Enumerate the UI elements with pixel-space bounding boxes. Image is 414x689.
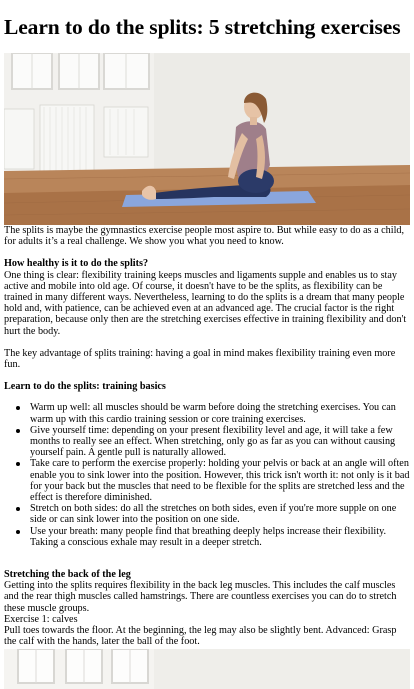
section-paragraph-health: One thing is clear: flexibility training keeps muscles and ligaments supple and enables us to stay active and mobile into old age. Of course, it doesn't have to be the splits, as flexibility can be trained in many different ways. Nevertheless, learning to do the splits is a dream that many people hold and, with patience, can be achieved even at an advanced age. The crucial factor is the right preparation, because only then are the stretching exercises effective in training flexibility and don't hurt the body.: [4, 269, 407, 337]
hero-image: [4, 53, 410, 225]
exercise-image: [4, 649, 410, 689]
section-heading-stretching: Stretching the back of the leg: [4, 569, 131, 581]
list-item: Use your breath: many people find that breathing deeply helps increase their flexibility. Taking a conscious exhale may result in a deeper stretch.: [30, 526, 410, 548]
list-item: Take care to perform the exercise properly: holding your pelvis or back at an angle will often enable you to sink lower into the position. However, this trick isn't worth it: not only is it bad for your back but the muscles that need to be flexible for the splits are stretched less and the effect is therefore diminished.: [30, 458, 410, 504]
article: [4, 0, 410, 648]
section-paragraph-advantage: The key advantage of splits training: having a goal in mind makes flexibility training even more fun.: [4, 347, 396, 371]
page-title: Learn to do the splits: 5 stretching exercises: [4, 15, 401, 39]
list-item: Give yourself time: depending on your present flexibility level and age, it will take a few months to really see an effect. When stretching, only go as far as you can without causing yourself pain. A gentle pull is naturally allowed.: [30, 425, 410, 459]
intro-paragraph: The splits is maybe the gymnastics exercise people most aspire to. But while easy to do as a child, for adults it’s a real challenge. We show you what you need to know.: [4, 225, 405, 248]
section-heading-health: How healthy is it to do the splits?: [4, 258, 149, 270]
training-basics-list: [4, 402, 410, 548]
exercise-label: Exercise 1: calves: [4, 613, 78, 625]
list-item: Warm up well: all muscles should be warm before doing the stretching exercises. You can warm up with this cardio training session or core training exercises.: [30, 402, 410, 424]
section-paragraph-stretching: Getting into the splits requires flexibility in the back leg muscles. This includes the calf muscles and the rear thigh muscles called hamstrings. There are countless exercises you can do to stretch these muscle groups.: [4, 580, 397, 614]
list-item: Stretch on both sides: do all the stretches on both sides, even if you're more supple on one side or can sink lower into the position on one side.: [30, 503, 410, 525]
section-heading-basics: Learn to do the splits: training basics: [4, 381, 166, 393]
exercise-text: Pull toes towards the floor. At the beginning, the leg may also be slightly bent. Advanced: Grasp the calf with the hands, later the ball of the foot.: [4, 625, 397, 648]
